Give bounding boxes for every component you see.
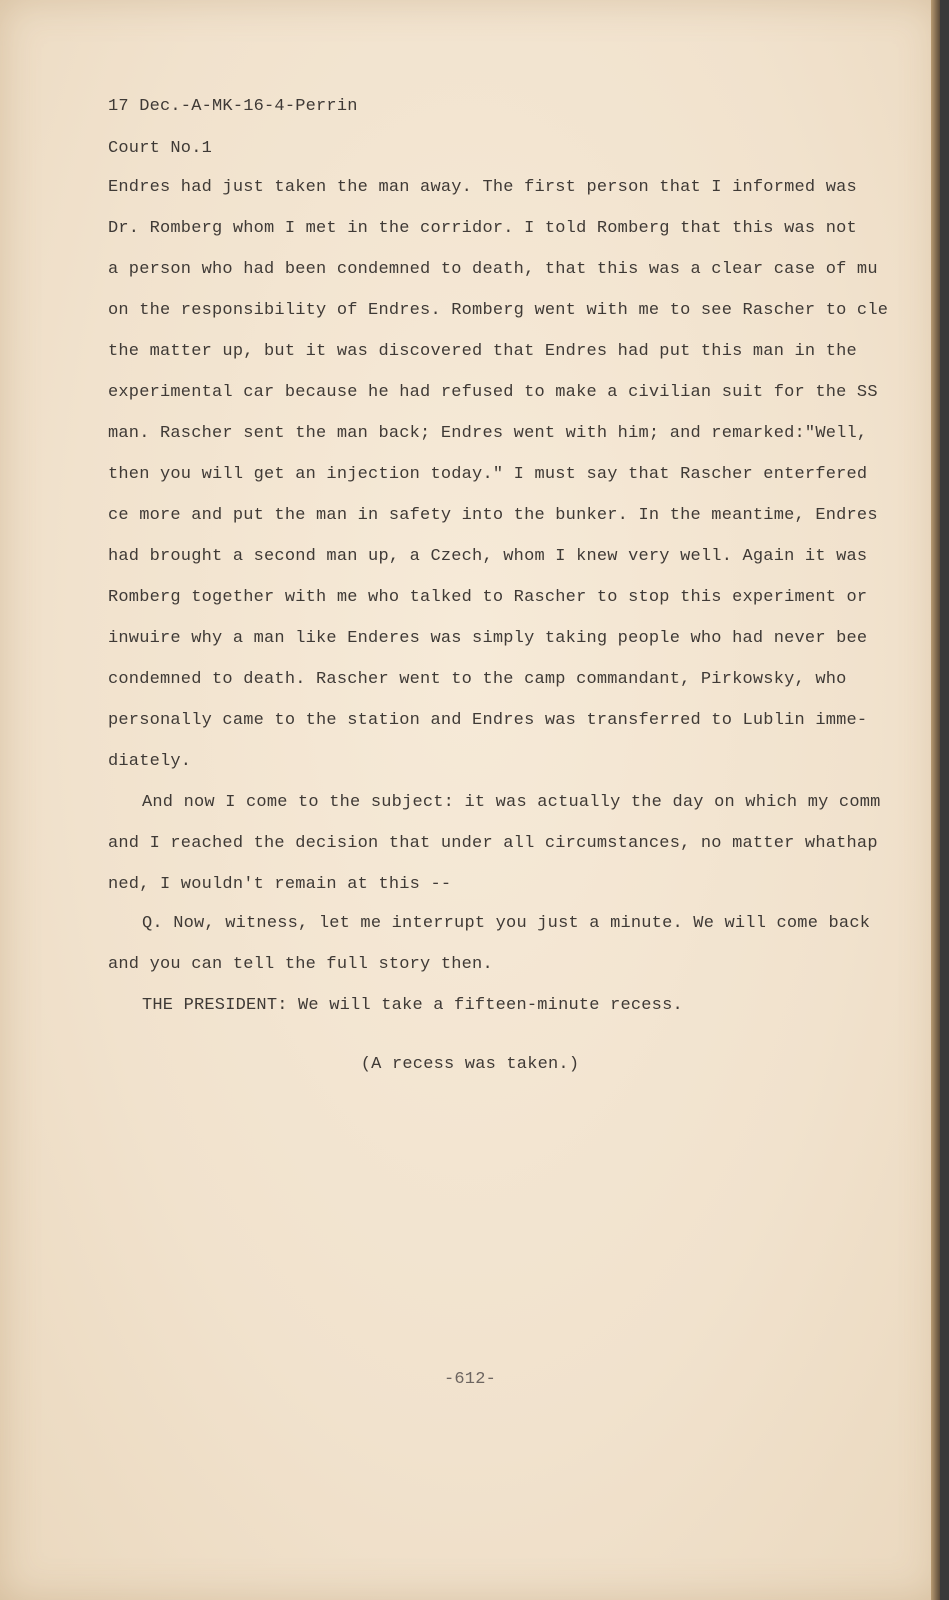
body-line: Dr. Romberg whom I met in the corridor. I told Romberg that this was not <box>108 219 857 238</box>
paragraph-line: ned, I wouldn't remain at this -- <box>108 875 452 894</box>
body-line: Endres had just taken the man away. The first person that I informed was <box>108 178 857 197</box>
body-line: Romberg together with me who talked to Rascher to stop this experiment or <box>108 588 868 607</box>
president-statement: THE PRESIDENT: We will take a fifteen-minute recess. <box>142 996 683 1015</box>
body-line: diately. <box>108 752 192 771</box>
body-line: inwuire why a man like Enderes was simply taking people who had never bee <box>108 629 868 648</box>
body-line: on the responsibility of Endres. Romberg went with me to see Rascher to cle <box>108 301 889 320</box>
court-number: Court No.1 <box>108 139 213 158</box>
document-reference: 17 Dec.-A-MK-16-4-Perrin <box>108 97 358 116</box>
paragraph-line: and I reached the decision that under all circumstances, no matter whathap <box>108 834 878 853</box>
page-number: -612- <box>443 1370 496 1389</box>
body-line: had brought a second man up, a Czech, whom I knew very well. Again it was <box>108 547 868 566</box>
body-line: experimental car because he had refused to make a civilian suit for the SS <box>108 383 878 402</box>
question-line: Q. Now, witness, let me interrupt you just a minute. We will come back <box>142 914 871 933</box>
recess-note: (A recess was taken.) <box>360 1055 580 1074</box>
page-edge <box>931 0 940 1600</box>
body-line: condemned to death. Rascher went to the camp commandant, Pirkowsky, who <box>108 670 847 689</box>
question-line: and you can tell the full story then. <box>108 955 493 974</box>
paragraph-line: And now I come to the subject: it was actually the day on which my comm <box>142 793 881 812</box>
body-line: a person who had been condemned to death, that this was a clear case of mu <box>108 260 878 279</box>
body-line: the matter up, but it was discovered that Endres had put this man in the <box>108 342 857 361</box>
body-line: personally came to the station and Endres was transferred to Lublin imme- <box>108 711 868 730</box>
body-line: ce more and put the man in safety into the bunker. In the meantime, Endres <box>108 506 878 525</box>
body-line: man. Rascher sent the man back; Endres went with him; and remarked:"Well, <box>108 424 868 443</box>
body-line: then you will get an injection today." I must say that Rascher enterfered <box>108 465 868 484</box>
